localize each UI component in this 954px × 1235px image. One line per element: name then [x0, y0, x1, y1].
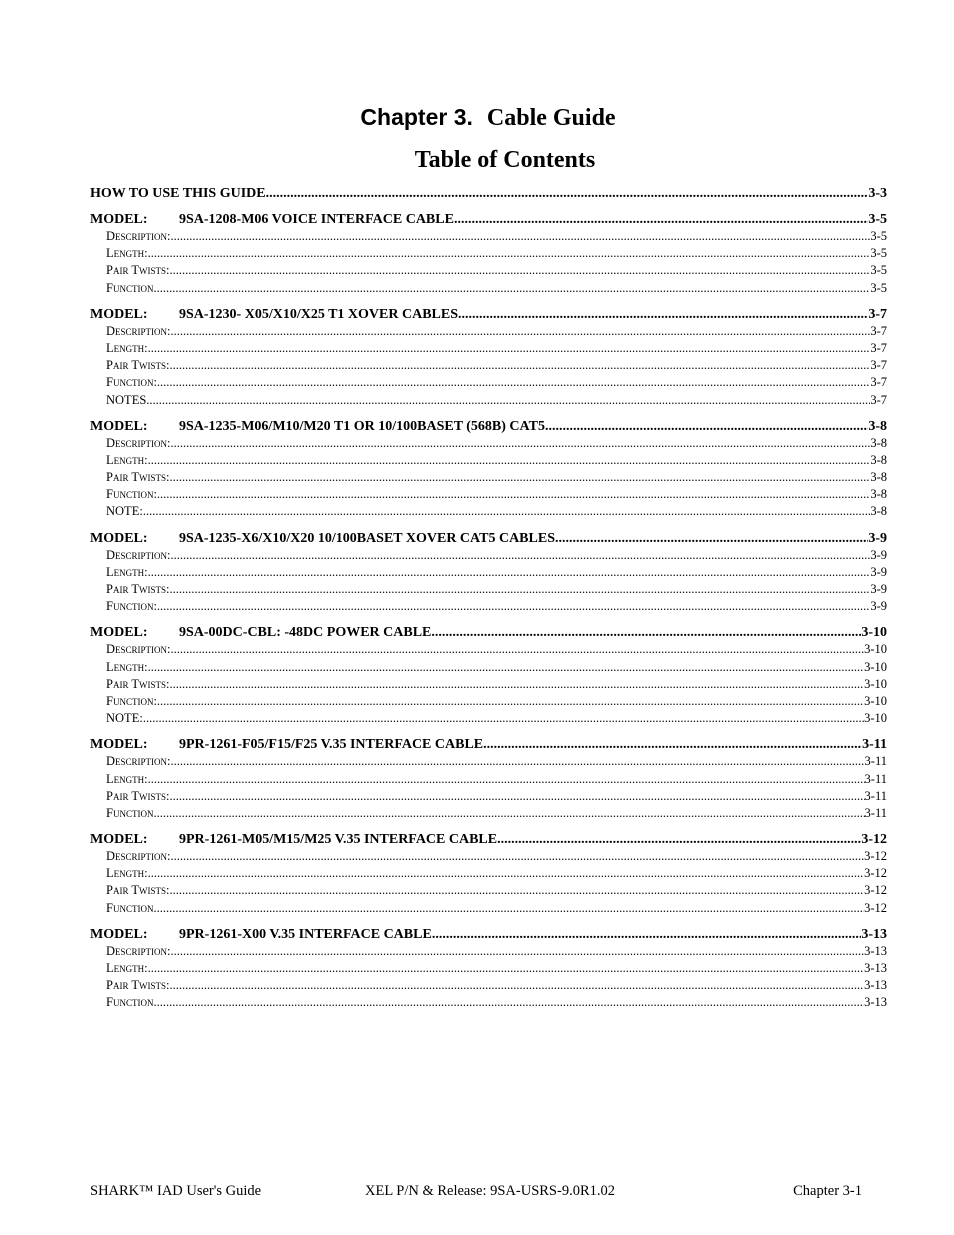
- toc-page-number: 3-12: [864, 883, 887, 898]
- model-keyword: MODEL:: [90, 306, 148, 322]
- footer-page-number: Chapter 3-1: [793, 1183, 862, 1199]
- dot-leader: [148, 452, 871, 469]
- toc-subsection-entry[interactable]: [90, 676, 887, 693]
- toc-page-number: 3-9: [870, 564, 887, 579]
- toc-page-number: 3-10: [864, 676, 887, 691]
- toc-section-label: [90, 926, 432, 943]
- dot-leader: [497, 831, 861, 848]
- toc-subsection-label: NOTE:: [106, 711, 143, 726]
- dot-leader: [148, 564, 871, 581]
- toc-page-number: 3-10: [864, 642, 887, 657]
- toc-subsection-label: Length:: [106, 452, 148, 467]
- toc-page-number: 3-11: [864, 754, 887, 769]
- toc-section-title: 9PR-1261-X00 V.35 INTERFACE CABLE: [179, 926, 432, 942]
- model-keyword: MODEL:: [90, 418, 148, 434]
- toc-section-title: 9SA-00DC-CBL: -48DC POWER CABLE: [179, 625, 432, 641]
- dot-leader: [157, 598, 870, 615]
- toc-subsection-label: Length:: [106, 961, 148, 975]
- toc-section-label: [90, 306, 458, 323]
- dot-leader: [143, 503, 871, 520]
- toc-subsection-label: Pair Twists:: [106, 358, 170, 373]
- toc-page-number: 3-11: [864, 788, 887, 803]
- toc-page-number: 3-7: [870, 392, 887, 407]
- dot-leader: [171, 435, 871, 452]
- dot-leader: [171, 547, 871, 564]
- dot-leader: [171, 848, 865, 865]
- toc-subsection-label: Function: [106, 900, 154, 915]
- dot-leader: [146, 392, 870, 409]
- toc-subsection-label: Description:: [106, 754, 171, 769]
- toc-section-entry[interactable]: [90, 211, 887, 228]
- toc-section-label: [90, 624, 431, 641]
- toc-section-label: [90, 831, 497, 848]
- toc-subsection-entry[interactable]: [90, 659, 887, 676]
- toc-page-number: 3-9: [870, 599, 887, 614]
- dot-leader: [153, 994, 864, 1011]
- toc-section-entry[interactable]: [90, 831, 887, 848]
- toc-subsection-entry[interactable]: [90, 882, 887, 899]
- dot-leader: [169, 788, 864, 805]
- toc-subsection-entry[interactable]: [90, 280, 887, 297]
- toc-subsection-entry[interactable]: [90, 848, 887, 865]
- toc-subsection-entry[interactable]: [90, 262, 887, 279]
- dot-leader: [171, 641, 865, 658]
- toc-subsection-entry[interactable]: [90, 357, 887, 374]
- dot-leader: [458, 306, 868, 323]
- chapter-name: Cable Guide: [486, 105, 616, 131]
- dot-leader: [169, 977, 864, 994]
- toc-page-number: 3-10: [864, 711, 887, 726]
- toc-subsection-label: Description:: [106, 943, 171, 958]
- toc-subsection-entry[interactable]: [90, 581, 887, 598]
- toc-section-title: 9SA-1235-M06/M10/M20 T1 OR 10/100BASET (568B) CAT5: [179, 418, 545, 434]
- toc-page-number: 3-11: [862, 737, 887, 753]
- dot-leader: [169, 357, 870, 374]
- model-keyword: MODEL:: [90, 737, 148, 753]
- footer-document-title: SHARK™ IAD User's Guide: [90, 1183, 262, 1199]
- toc-subsection-entry[interactable]: [90, 323, 887, 340]
- toc-subsection-entry[interactable]: [90, 435, 887, 452]
- toc-page-number: 3-11: [864, 805, 887, 820]
- toc-subsection-entry[interactable]: [90, 228, 887, 245]
- dot-leader: [171, 228, 871, 245]
- toc-subsection-label: Description:: [106, 849, 171, 864]
- toc-subsection-entry[interactable]: [90, 503, 887, 520]
- model-keyword: MODEL:: [90, 625, 148, 641]
- toc-subsection-entry[interactable]: [90, 641, 887, 658]
- toc-page-number: 3-5: [868, 212, 887, 227]
- toc-subsection-label: Function:: [106, 487, 157, 502]
- dot-leader: [169, 262, 870, 279]
- toc-page-number: 3-12: [864, 866, 887, 881]
- dot-leader: [171, 323, 871, 340]
- dot-leader: [169, 882, 864, 899]
- dot-leader: [148, 960, 864, 977]
- toc-subsection-label: Length:: [106, 340, 148, 355]
- toc-subsection-entry[interactable]: [90, 469, 887, 486]
- toc-subsection-entry[interactable]: [90, 994, 887, 1011]
- dot-leader: [266, 185, 869, 202]
- toc-page-number: 3-10: [864, 693, 887, 708]
- model-keyword: MODEL:: [90, 212, 148, 227]
- toc-section-title: 9SA-1208-M06 VOICE INTERFACE CABLE: [179, 212, 454, 227]
- toc-page-number: 3-5: [870, 246, 887, 261]
- dot-leader: [171, 943, 865, 960]
- toc-page-number: 3-7: [870, 340, 887, 355]
- toc-section-entry[interactable]: [90, 418, 887, 435]
- toc-page-number: 3-12: [864, 900, 887, 915]
- toc-subsection-label: Pair Twists:: [106, 883, 170, 898]
- dot-leader: [454, 211, 868, 228]
- model-keyword: MODEL:: [90, 926, 148, 942]
- toc-page-number: 3-3: [868, 186, 887, 201]
- dot-leader: [432, 926, 862, 943]
- toc-subsection-label: Description:: [106, 642, 171, 657]
- toc-subsection-entry[interactable]: [90, 753, 887, 770]
- toc-page-number: 3-8: [870, 504, 887, 519]
- toc-section-title: HOW TO USE THIS GUIDE: [90, 186, 266, 201]
- toc-subsection-label: Function: [106, 995, 154, 1010]
- toc-heading: Table of Contents: [414, 147, 596, 173]
- toc-page-number: 3-10: [864, 659, 887, 674]
- toc-page-number: 3-13: [864, 943, 887, 958]
- toc-subsection-label: Length:: [106, 866, 148, 881]
- toc-subsection-entry[interactable]: [90, 960, 887, 977]
- dot-leader: [153, 900, 864, 917]
- toc-section-title: 9SA-1230- X05/X10/X25 T1 XOVER CABLES: [179, 306, 458, 322]
- model-keyword: MODEL:: [90, 832, 148, 848]
- toc-section-entry[interactable]: [90, 306, 887, 323]
- toc-page-number: 3-9: [868, 530, 887, 546]
- toc-section-label: [90, 736, 483, 753]
- toc-page-number: 3-13: [864, 978, 887, 993]
- toc-subsection-entry[interactable]: [90, 564, 887, 581]
- toc-page-number: 3-12: [864, 849, 887, 864]
- toc-subsection-label: Length:: [106, 659, 148, 674]
- toc-page-number: 3-7: [868, 306, 887, 322]
- dot-leader: [153, 805, 864, 822]
- toc-page-number: 3-5: [870, 263, 887, 278]
- toc-section-label: [90, 530, 555, 547]
- dot-leader: [148, 659, 864, 676]
- toc-subsection-label: Function: [106, 280, 154, 295]
- toc-section-title: 9PR-1261-M05/M15/M25 V.35 INTERFACE CABLE: [179, 832, 498, 848]
- toc-page-number: 3-13: [864, 995, 887, 1010]
- toc-page-number: 3-8: [870, 452, 887, 467]
- toc-subsection-label: Pair Twists:: [106, 582, 170, 596]
- toc-subsection-entry[interactable]: [90, 452, 887, 469]
- dot-leader: [157, 374, 870, 391]
- dot-leader: [148, 245, 871, 262]
- page-footer: [90, 1183, 862, 1201]
- toc-subsection-label: Function:: [106, 599, 157, 614]
- toc-section-label: [90, 185, 266, 202]
- toc-subsection-label: Description:: [106, 323, 171, 338]
- dot-leader: [148, 771, 865, 788]
- dot-leader: [148, 865, 864, 882]
- toc-page-number: 3-8: [870, 487, 887, 502]
- toc-page-number: 3-7: [870, 323, 887, 338]
- toc-page-number: 3-9: [870, 582, 887, 596]
- toc-subsection-entry[interactable]: [90, 547, 887, 564]
- dot-leader: [169, 676, 864, 693]
- toc-section-entry[interactable]: [90, 624, 887, 641]
- toc-subsection-label: Pair Twists:: [106, 788, 170, 803]
- toc-subsection-label: Description:: [106, 229, 171, 243]
- toc-subsection-label: Length:: [106, 564, 148, 579]
- dot-leader: [157, 486, 870, 503]
- dot-leader: [169, 469, 870, 486]
- dot-leader: [157, 693, 864, 710]
- toc-section-entry[interactable]: [90, 530, 887, 547]
- model-keyword: MODEL:: [90, 530, 148, 546]
- toc-subsection-label: Function: [106, 805, 154, 820]
- toc-page-number: 3-5: [870, 280, 887, 295]
- toc-subsection-entry[interactable]: [90, 865, 887, 882]
- toc-subsection-label: Pair Twists:: [106, 470, 170, 485]
- toc-subsection-entry[interactable]: [90, 340, 887, 357]
- toc-subsection-entry[interactable]: [90, 977, 887, 994]
- toc-subsection-label: Length:: [106, 771, 148, 786]
- chapter-title: [0, 104, 954, 132]
- toc-subsection-entry[interactable]: [90, 392, 887, 409]
- toc-page-number: 3-10: [861, 625, 887, 641]
- toc-section-title: 9SA-1235-X6/X10/X20 10/100BASET XOVER CAT5 CABLES: [179, 530, 555, 546]
- toc-subsection-label: Pair Twists:: [106, 978, 170, 993]
- dot-leader: [555, 530, 868, 547]
- table-of-contents: [90, 185, 887, 1012]
- toc-page-number: 3-8: [870, 470, 887, 485]
- toc-page-number: 3-7: [870, 358, 887, 373]
- dot-leader: [431, 624, 861, 641]
- toc-page-number: 3-7: [870, 375, 887, 390]
- dot-leader: [143, 710, 864, 727]
- toc-page-number: 3-13: [864, 961, 887, 975]
- toc-page-number: 3-8: [870, 435, 887, 450]
- toc-section-entry[interactable]: [90, 185, 887, 202]
- toc-subsection-entry[interactable]: [90, 943, 887, 960]
- toc-subsection-entry[interactable]: [90, 245, 887, 262]
- dot-leader: [153, 280, 870, 297]
- toc-page-number: 3-8: [868, 418, 887, 434]
- toc-page-number: 3-5: [870, 229, 887, 243]
- toc-subsection-label: NOTE:: [106, 504, 143, 519]
- toc-section-label: [90, 211, 454, 228]
- toc-subsection-entry[interactable]: [90, 710, 887, 727]
- toc-section-entry[interactable]: [90, 926, 887, 943]
- chapter-number: Chapter 3.: [360, 104, 473, 130]
- toc-subsection-label: Description:: [106, 547, 171, 562]
- toc-subsection-entry[interactable]: [90, 805, 887, 822]
- toc-subsection-entry[interactable]: [90, 598, 887, 615]
- toc-subsection-entry[interactable]: [90, 900, 887, 917]
- dot-leader: [483, 736, 862, 753]
- toc-page-number: 3-9: [870, 547, 887, 562]
- toc-page-number: 3-13: [861, 926, 887, 942]
- toc-subsection-label: Description:: [106, 435, 171, 450]
- toc-subsection-label: Function:: [106, 375, 157, 390]
- toc-subsection-label: Pair Twists:: [106, 263, 170, 278]
- dot-leader: [171, 753, 865, 770]
- footer-part-number: XEL P/N & Release: 9SA-USRS-9.0R1.02: [365, 1183, 615, 1199]
- toc-page-number: 3-12: [861, 832, 887, 848]
- toc-subsection-entry[interactable]: [90, 771, 887, 788]
- toc-subsection-entry[interactable]: [90, 693, 887, 710]
- toc-subsection-entry[interactable]: [90, 486, 887, 503]
- toc-page-number: 3-11: [864, 771, 887, 786]
- toc-subsection-entry[interactable]: [90, 374, 887, 391]
- toc-section-label: [90, 418, 545, 435]
- toc-subsection-entry[interactable]: [90, 788, 887, 805]
- toc-section-entry[interactable]: [90, 736, 887, 753]
- toc-subsection-label: Function:: [106, 693, 157, 708]
- dot-leader: [148, 340, 871, 357]
- dot-leader: [169, 581, 870, 598]
- toc-subsection-label: Pair Twists:: [106, 676, 170, 691]
- toc-subsection-label: NOTES: [106, 392, 147, 407]
- toc-subsection-label: Length:: [106, 246, 148, 261]
- dot-leader: [545, 418, 868, 435]
- toc-section-title: 9PR-1261-F05/F15/F25 V.35 INTERFACE CABLE: [179, 737, 484, 753]
